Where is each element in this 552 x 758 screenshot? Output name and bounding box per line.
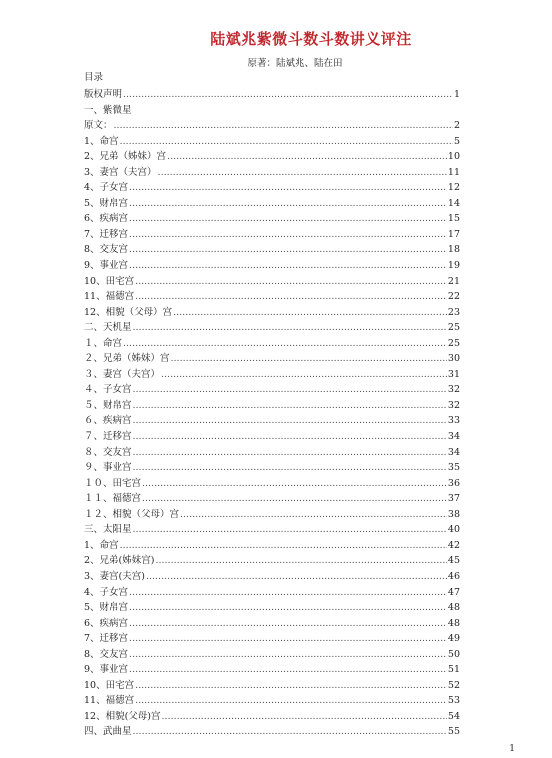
toc-entry-label: 7、迁移宫 [84, 633, 129, 645]
toc-entry-page: 46 [447, 570, 460, 582]
toc-entry-label: ８、交友宫 [84, 446, 132, 458]
toc-leader-dots [146, 569, 447, 585]
toc-entry-page: 32 [447, 384, 460, 396]
toc-entry-page: 23 [447, 306, 460, 318]
toc-entry-page: 11 [447, 166, 460, 178]
toc-entry-page: 50 [447, 648, 460, 660]
toc-entry-label: １、命宫 [84, 337, 123, 349]
toc-entry[interactable] [84, 693, 460, 709]
toc-entry[interactable] [84, 460, 460, 476]
toc-leader-dots [129, 211, 447, 227]
toc-leader-dots [133, 724, 447, 740]
toc-entry-label: 12、相貌（父母）宫 [84, 306, 173, 318]
toc-entry-page: 5 [453, 135, 460, 147]
toc-entry-label: 9、事业宫 [84, 664, 129, 676]
toc-entry[interactable] [84, 87, 460, 103]
toc-entry-label: １０、田宅宫 [84, 477, 142, 489]
toc-entry-page: 30 [447, 353, 460, 365]
toc-leader-dots [120, 134, 453, 150]
toc-entry-page: 48 [447, 617, 460, 629]
toc-entry-label: 二、天机星 [84, 322, 132, 334]
toc-entry[interactable] [84, 305, 460, 321]
toc-heading: 目录 [84, 72, 104, 83]
toc-entry-label: ７、迁移宫 [84, 431, 132, 443]
toc-leader-dots [133, 413, 447, 429]
toc-leader-dots [129, 180, 447, 196]
toc-entry-label: 5、财帛宫 [84, 602, 129, 614]
toc-entry-page: 49 [447, 633, 460, 645]
toc-entry-page: 38 [447, 508, 460, 520]
toc-entry[interactable] [84, 553, 460, 569]
toc-entry-label: 10、田宅宫 [84, 275, 135, 287]
toc-leader-dots [129, 196, 447, 212]
toc-entry[interactable] [84, 103, 460, 119]
toc-entry-label: ９、事业宫 [84, 462, 132, 474]
toc-entry[interactable] [84, 413, 460, 429]
toc-leader-dots [142, 491, 447, 507]
toc-leader-dots [171, 351, 447, 367]
toc-entry-page: 15 [447, 213, 460, 225]
toc-entry-page: 37 [447, 493, 460, 505]
toc-entry[interactable] [84, 149, 460, 165]
toc-entry[interactable] [84, 569, 460, 585]
toc-entry[interactable] [84, 336, 460, 352]
table-of-contents [84, 87, 460, 740]
toc-entry-label: 原文： [84, 120, 113, 132]
toc-entry-page: 40 [447, 524, 460, 536]
toc-entry-page: 51 [447, 664, 460, 676]
toc-leader-dots [162, 709, 447, 725]
toc-entry-page: 55 [447, 726, 460, 738]
toc-entry[interactable] [84, 320, 460, 336]
toc-leader-dots [133, 320, 447, 336]
toc-entry-label: ４、子女宫 [84, 384, 132, 396]
toc-entry-label: 3、妻宫（夫宫） [84, 166, 157, 178]
toc-leader-dots [167, 149, 447, 165]
toc-entry-label: ２、兄弟（姊妹）宫 [84, 353, 170, 365]
toc-entry-page: 34 [447, 431, 460, 443]
toc-entry[interactable] [84, 118, 460, 134]
toc-leader-dots [135, 693, 447, 709]
toc-entry-page: 45 [447, 555, 460, 567]
toc-entry-page: 12 [447, 182, 460, 194]
toc-entry-label: 三、太阳星 [84, 524, 132, 536]
toc-entry[interactable] [84, 429, 460, 445]
toc-entry[interactable] [84, 165, 460, 181]
toc-leader-dots [180, 507, 447, 523]
toc-entry[interactable] [84, 258, 460, 274]
toc-leader-dots [133, 398, 447, 414]
toc-entry[interactable] [84, 585, 460, 601]
toc-entry-page: 47 [447, 586, 460, 598]
toc-leader-dots [129, 631, 447, 647]
document-title: 陆斌兆紫微斗数斗数讲义评注 [210, 30, 412, 48]
toc-entry[interactable] [84, 274, 460, 290]
toc-entry-page: 33 [447, 415, 460, 427]
toc-leader-dots [155, 553, 446, 569]
toc-entry-page: 34 [447, 446, 460, 458]
toc-leader-dots [133, 460, 447, 476]
toc-entry-label: １１、福德宫 [84, 493, 142, 505]
toc-leader-dots [133, 429, 447, 445]
toc-entry-label: 7、迁移宫 [84, 228, 129, 240]
toc-entry-label: 6、疾病宫 [84, 213, 129, 225]
toc-entry[interactable] [84, 507, 460, 523]
toc-entry-page: 10 [447, 151, 460, 163]
toc-leader-dots [129, 647, 447, 663]
toc-leader-dots [135, 289, 447, 305]
toc-entry-page: 2 [453, 120, 460, 132]
toc-entry-page: 22 [447, 291, 460, 303]
toc-entry-label: 4、子女宫 [84, 182, 129, 194]
toc-leader-dots [135, 678, 447, 694]
toc-leader-dots [123, 336, 447, 352]
toc-leader-dots [158, 165, 447, 181]
toc-leader-dots [129, 227, 447, 243]
toc-entry[interactable] [84, 522, 460, 538]
toc-entry-label: ５、财帛宫 [84, 399, 132, 411]
toc-entry[interactable] [84, 678, 460, 694]
toc-entry-page: 31 [447, 368, 460, 380]
toc-entry-page: 17 [447, 228, 460, 240]
toc-entry-page: 25 [447, 337, 460, 349]
toc-leader-dots [133, 522, 447, 538]
toc-entry-label: 12、相貌(父母)宫 [84, 710, 161, 722]
toc-entry[interactable] [84, 180, 460, 196]
toc-leader-dots [142, 476, 447, 492]
toc-entry[interactable] [84, 382, 460, 398]
toc-entry[interactable] [84, 631, 460, 647]
toc-entry[interactable] [84, 134, 460, 150]
toc-entry[interactable] [84, 476, 460, 492]
toc-leader-dots [120, 538, 447, 554]
toc-leader-dots [129, 585, 447, 601]
toc-entry-label: 2、兄弟（姊妹）宫 [84, 151, 167, 163]
toc-leader-dots [129, 600, 447, 616]
toc-entry-page: 18 [447, 244, 460, 256]
toc-entry-label: 8、交友宫 [84, 648, 129, 660]
toc-entry-label: 11、福德宫 [84, 291, 135, 303]
toc-leader-dots [133, 382, 447, 398]
toc-entry-label: 9、事业宫 [84, 260, 129, 272]
toc-entry-page: 19 [447, 260, 460, 272]
toc-entry-page: 32 [447, 399, 460, 411]
toc-entry[interactable] [84, 538, 460, 554]
toc-leader-dots [129, 616, 447, 632]
toc-entry[interactable] [84, 616, 460, 632]
toc-entry-page: 14 [447, 197, 460, 209]
toc-entry[interactable] [84, 724, 460, 740]
toc-entry-label: ６、疾病宫 [84, 415, 132, 427]
toc-entry-page: 1 [453, 89, 460, 100]
toc-leader-dots [114, 118, 453, 134]
toc-entry[interactable] [84, 647, 460, 663]
toc-entry[interactable] [84, 351, 460, 367]
toc-leader-dots [173, 305, 447, 321]
toc-entry[interactable] [84, 398, 460, 414]
toc-entry-page: 35 [447, 462, 460, 474]
toc-entry-page: 25 [447, 322, 460, 334]
toc-entry-label: 四、武曲星 [84, 726, 132, 738]
toc-leader-dots [135, 274, 447, 290]
toc-entry-label: 2、兄弟(姊妹宫) [84, 555, 155, 567]
toc-entry-label: 11、福德宫 [84, 695, 135, 707]
toc-entry-label: 版权声明 [84, 89, 123, 100]
toc-entry-label: 8、交友宫 [84, 244, 129, 256]
toc-entry-label: １２、相貌（父母）宫 [84, 508, 180, 520]
toc-entry[interactable] [84, 367, 460, 383]
toc-entry-label: ３、妻宫（夫宫） [84, 368, 161, 380]
toc-entry-page: 21 [447, 275, 460, 287]
authors-line: 原著：陆斌兆、陆在田 [247, 58, 343, 69]
toc-entry[interactable] [84, 211, 460, 227]
toc-entry[interactable] [84, 196, 460, 212]
toc-entry-page: 53 [447, 695, 460, 707]
toc-entry-page: 52 [447, 679, 460, 691]
page-number: 1 [509, 744, 515, 754]
toc-entry[interactable] [84, 662, 460, 678]
toc-entry[interactable] [84, 242, 460, 258]
toc-entry-label: 3、妻宫(夫宫) [84, 570, 145, 582]
toc-leader-dots [129, 242, 447, 258]
toc-entry[interactable] [84, 445, 460, 461]
toc-leader-dots [123, 87, 453, 103]
toc-entry-page: 54 [447, 710, 460, 722]
toc-entry-page: 48 [447, 602, 460, 614]
toc-entry[interactable] [84, 289, 460, 305]
toc-entry-label: 4、子女宫 [84, 586, 129, 598]
toc-leader-dots [161, 367, 447, 383]
toc-leader-dots [129, 662, 447, 678]
toc-entry[interactable] [84, 709, 460, 725]
toc-entry-label: 6、疾病宫 [84, 617, 129, 629]
toc-entry[interactable] [84, 600, 460, 616]
toc-entry-label: 一、紫微星 [84, 104, 132, 116]
toc-entry-page: 42 [447, 539, 460, 551]
toc-entry-page: 36 [447, 477, 460, 489]
toc-leader-dots [129, 258, 447, 274]
toc-entry-label: 5、财帛宫 [84, 197, 129, 209]
toc-entry[interactable] [84, 227, 460, 243]
toc-entry[interactable] [84, 491, 460, 507]
toc-entry-label: 1、命宫 [84, 135, 119, 147]
toc-leader-dots [133, 445, 447, 461]
toc-entry-label: 10、田宅宫 [84, 679, 135, 691]
toc-entry-label: 1、命宫 [84, 539, 119, 551]
